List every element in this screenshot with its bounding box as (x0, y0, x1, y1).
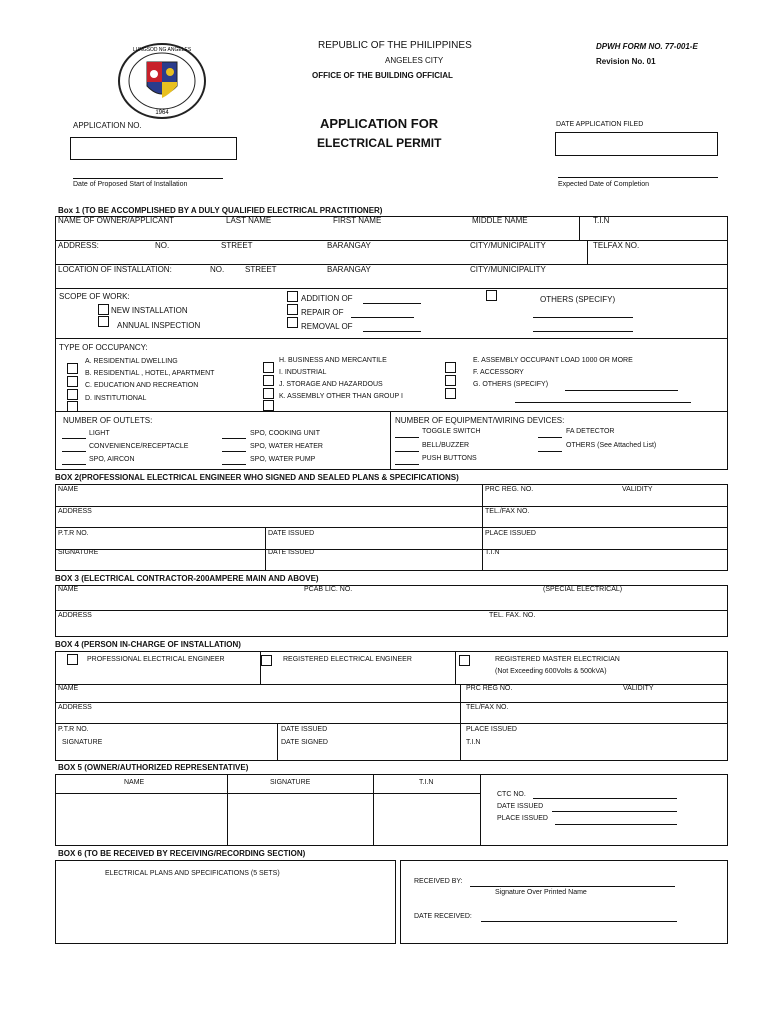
location-barangay-label: BARANGAY (327, 265, 371, 274)
signature-over-name-label: Signature Over Printed Name (495, 889, 587, 896)
occupancy-a-label: A. RESIDENTIAL DWELLING (85, 358, 178, 365)
occupancy-e-label: E. ASSEMBLY OCCUPANT LOAD 1000 OR MORE (473, 357, 633, 364)
box2-signature-label: SIGNATURE (58, 549, 99, 556)
city-seal-logo (117, 42, 207, 120)
box5-signature-col: SIGNATURE (270, 779, 311, 786)
occupancy-k-checkbox[interactable] (263, 400, 274, 411)
box4-signature-label: SIGNATURE (62, 739, 103, 746)
rme-option-label: REGISTERED MASTER ELECTRICIAN (495, 656, 620, 663)
box4-heading: BOX 4 (PERSON IN-CHARGE OF INSTALLATION) (55, 640, 241, 649)
box1-heading: Box 1 (TO BE ACCOMPLISHED BY A DULY QUALIFIED ELECTRICAL PRACTITIONER) (58, 206, 383, 215)
expected-completion-label: Expected Date of Completion (558, 181, 650, 188)
bell-buzzer-blank[interactable] (395, 451, 419, 452)
city-heading: ANGELES CITY (385, 56, 444, 65)
pee-option-label: PROFESSIONAL ELECTRICAL ENGINEER (87, 656, 225, 663)
box2-tin-label: T.I.N (485, 549, 500, 556)
others-scope-label: OTHERS (SPECIFY) (540, 295, 616, 304)
others-scope-blank-1[interactable] (533, 317, 633, 318)
received-by-blank[interactable] (470, 886, 675, 887)
addition-blank[interactable] (363, 303, 421, 304)
plans-specs-label: ELECTRICAL PLANS AND SPECIFICATIONS (5 SETS) (105, 870, 280, 877)
box4-tin-label: T.I.N (466, 739, 481, 746)
box2-telfax-label: TEL./FAX NO. (485, 508, 530, 515)
occupancy-f-checkbox[interactable] (445, 375, 456, 386)
light-blank[interactable] (62, 438, 86, 439)
box4-validity-label: VALIDITY (623, 685, 654, 692)
repair-checkbox[interactable] (287, 304, 298, 315)
occupancy-d-checkbox[interactable] (67, 401, 78, 412)
occupancy-h-checkbox[interactable] (263, 362, 274, 373)
first-name-label: FIRST NAME (333, 216, 382, 225)
occupancy-j-label: J. STORAGE AND HAZARDOUS (279, 381, 383, 388)
ctc-date-label: DATE ISSUED (497, 803, 544, 810)
location-city-label: CITY/MUNICIPALITY (470, 265, 546, 274)
push-buttons-label: PUSH BUTTONS (422, 455, 477, 462)
spo-pump-blank[interactable] (222, 464, 246, 465)
last-name-label: LAST NAME (226, 216, 272, 225)
box2-name-label: NAME (58, 486, 79, 493)
others-scope-blank-2[interactable] (533, 331, 633, 332)
ctc-place-label: PLACE ISSUED (497, 815, 548, 822)
occupancy-others-blank-1[interactable] (565, 390, 678, 391)
addition-checkbox[interactable] (287, 291, 298, 302)
box2-place-issued-label: PLACE ISSUED (485, 530, 536, 537)
repair-label: REPAIR OF (301, 308, 344, 317)
ree-checkbox[interactable] (261, 655, 272, 666)
ctc-place-blank[interactable] (555, 824, 677, 825)
fa-detector-blank[interactable] (538, 437, 562, 438)
address-city-label: CITY/MUNICIPALITY (470, 241, 546, 250)
office-heading: OFFICE OF THE BUILDING OFFICIAL (312, 71, 453, 80)
address-label: ADDRESS: (58, 241, 99, 250)
toggle-switch-label: TOGGLE SWITCH (422, 428, 481, 435)
location-label: LOCATION OF INSTALLATION: (58, 265, 172, 274)
box5-frame (55, 774, 728, 846)
annual-inspection-checkbox[interactable] (98, 316, 109, 327)
occupancy-c-label: C. EDUCATION AND RECREATION (85, 382, 199, 389)
republic-heading: REPUBLIC OF THE PHILIPPINES (318, 40, 472, 51)
convenience-blank[interactable] (62, 451, 86, 452)
light-label: LIGHT (89, 430, 110, 437)
box5-tin-col: T.I.N (419, 779, 434, 786)
spo-pump-label: SPO, WATER PUMP (250, 456, 316, 463)
occupancy-k-label: K. ASSEMBLY OTHER THAN GROUP I (279, 393, 403, 400)
application-no-label: APPLICATION NO. (73, 121, 142, 130)
box5-heading: BOX 5 (OWNER/AUTHORIZED REPRESENTATIVE) (58, 763, 249, 772)
spo-heater-label: SPO, WATER HEATER (250, 443, 323, 450)
box3-telfax-label: TEL. FAX. NO. (489, 612, 536, 619)
spo-cooking-label: SPO, COOKING UNIT (250, 430, 321, 437)
expected-completion-line[interactable] (558, 177, 718, 178)
rme-option-note: (Not Exceeding 600Volts & 500kVA) (495, 668, 607, 675)
address-no-label: NO. (155, 241, 170, 250)
box2-prc-label: PRC REG. NO. (485, 486, 534, 493)
seal-text: LUNGSOD NG ANGELES (132, 47, 192, 53)
spo-aircon-label: SPO, AIRCON (89, 456, 135, 463)
ctc-no-label: CTC NO. (497, 791, 526, 798)
rme-checkbox[interactable] (459, 655, 470, 666)
box4-date-signed-label: DATE SIGNED (281, 739, 328, 746)
location-street-label: STREET (245, 265, 277, 274)
box2-date-issued-label: DATE ISSUED (268, 530, 315, 537)
fa-detector-label: FA DETECTOR (566, 428, 615, 435)
box3-name-label: NAME (58, 586, 79, 593)
date-received-label: DATE RECEIVED: (414, 913, 472, 920)
box2-heading: BOX 2(PROFESSIONAL ELECTRICAL ENGINEER WHO SIGNED AND SEALED PLANS & SPECIFICATIONS) (55, 473, 459, 482)
box4-address-label: ADDRESS (58, 704, 92, 711)
outlets-label: NUMBER OF OUTLETS: (63, 416, 153, 425)
convenience-label: CONVENIENCE/RECEPTACLE (89, 443, 189, 450)
box2-ptr-label: P.T.R NO. (58, 530, 89, 537)
proposed-start-line[interactable] (73, 178, 223, 179)
bell-buzzer-label: BELL/BUZZER (422, 442, 470, 449)
proposed-start-label: Date of Proposed Start of Installation (73, 181, 188, 188)
occupancy-g-label: G. OTHERS (SPECIFY) (473, 381, 549, 388)
box3-special-label: (SPECIAL ELECTRICAL) (543, 586, 623, 593)
annual-inspection-label: ANNUAL INSPECTION (117, 321, 201, 330)
box3-heading: BOX 3 (ELECTRICAL CONTRACTOR-200AMPERE MAIN AND ABOVE) (55, 574, 319, 583)
box5-name-col: NAME (124, 779, 145, 786)
spo-cooking-blank[interactable] (222, 438, 246, 439)
ctc-no-blank[interactable] (533, 798, 677, 799)
spo-heater-blank[interactable] (222, 451, 246, 452)
seal-year: 1964 (155, 110, 169, 116)
box1-frame (55, 216, 728, 470)
box2-date-issued-2-label: DATE ISSUED (268, 549, 315, 556)
box4-telfax-label: TEL/FAX NO. (466, 704, 509, 711)
occupancy-e-checkbox[interactable] (445, 362, 456, 373)
pee-checkbox[interactable] (67, 654, 78, 665)
occupancy-a-checkbox[interactable] (67, 363, 78, 374)
occupancy-h-label: H. BUSINESS AND MERCANTILE (279, 357, 387, 364)
box4-ptr-label: P.T.R NO. (58, 726, 89, 733)
form-title-line2: ELECTRICAL PERMIT (317, 136, 442, 150)
occupancy-f-label: F. ACCESSORY (473, 369, 524, 376)
occupancy-b-label: B. RESIDENTIAL , HOTEL, APARTMENT (85, 370, 215, 377)
occupancy-others-blank-2[interactable] (515, 402, 691, 403)
date-received-blank[interactable] (481, 921, 677, 922)
address-street-label: STREET (221, 241, 253, 250)
middle-name-label: MIDDLE NAME (472, 216, 528, 225)
ree-option-label: REGISTERED ELECTRICAL ENGINEER (283, 656, 412, 663)
box3-address-label: ADDRESS (58, 612, 92, 619)
occupancy-label: TYPE OF OCCUPANCY: (59, 343, 148, 352)
removal-label: REMOVAL OF (301, 322, 353, 331)
removal-blank[interactable] (363, 331, 421, 332)
form-title-line1: APPLICATION FOR (320, 116, 439, 131)
scope-label: SCOPE OF WORK: (59, 292, 130, 301)
push-buttons-blank[interactable] (395, 464, 419, 465)
owner-name-label: NAME OF OWNER/APPLICANT (58, 216, 175, 225)
box4-frame (55, 651, 728, 761)
box2-address-label: ADDRESS (58, 508, 92, 515)
occupancy-d-label: D. INSTITUTIONAL (85, 395, 147, 402)
box3-pcab-label: PCAB LIC. NO. (304, 586, 353, 593)
others-equipment-blank[interactable] (538, 451, 562, 452)
address-barangay-label: BARANGAY (327, 241, 371, 250)
box6-heading: BOX 6 (TO BE RECEIVED BY RECEIVING/RECORDING SECTION) (58, 849, 306, 858)
occupancy-i-label: I. INDUSTRIAL (279, 369, 327, 376)
others-equipment-label: OTHERS (See Attached List) (566, 442, 657, 449)
new-installation-checkbox[interactable] (98, 304, 109, 315)
revision-number: Revision No. 01 (596, 57, 656, 66)
box3-frame (55, 585, 728, 637)
box4-date-issued-label: DATE ISSUED (281, 726, 328, 733)
repair-blank[interactable] (351, 317, 414, 318)
location-no-label: NO. (210, 265, 225, 274)
toggle-switch-blank[interactable] (395, 437, 419, 438)
box4-place-issued-label: PLACE ISSUED (466, 726, 517, 733)
occupancy-c-checkbox[interactable] (67, 389, 78, 400)
occupancy-b-checkbox[interactable] (67, 376, 78, 387)
application-no-field[interactable] (70, 137, 237, 160)
occupancy-j-checkbox[interactable] (263, 388, 274, 399)
new-installation-label: NEW INSTALLATION (111, 306, 188, 315)
received-by-label: RECEIVED BY: (414, 878, 463, 885)
telfax-label: TELFAX NO. (593, 241, 640, 250)
box4-prc-label: PRC REG NO. (466, 685, 513, 692)
spo-aircon-blank[interactable] (62, 464, 86, 465)
equipment-label: NUMBER OF EQUIPMENT/WIRING DEVICES: (395, 416, 565, 425)
ctc-date-blank[interactable] (552, 811, 677, 812)
occupancy-g-checkbox[interactable] (445, 388, 456, 399)
others-scope-checkbox[interactable] (486, 290, 497, 301)
tin-label: T.I.N (593, 216, 610, 225)
form-number: DPWH FORM NO. 77-001-E (596, 42, 698, 51)
occupancy-i-checkbox[interactable] (263, 375, 274, 386)
removal-checkbox[interactable] (287, 317, 298, 328)
addition-label: ADDITION OF (301, 294, 353, 303)
date-filed-field[interactable] (555, 132, 718, 156)
box4-name-label: NAME (58, 685, 79, 692)
box6-received-frame (400, 860, 728, 944)
date-filed-label: DATE APPLICATION FILED (556, 121, 644, 128)
box2-validity-label: VALIDITY (622, 486, 653, 493)
